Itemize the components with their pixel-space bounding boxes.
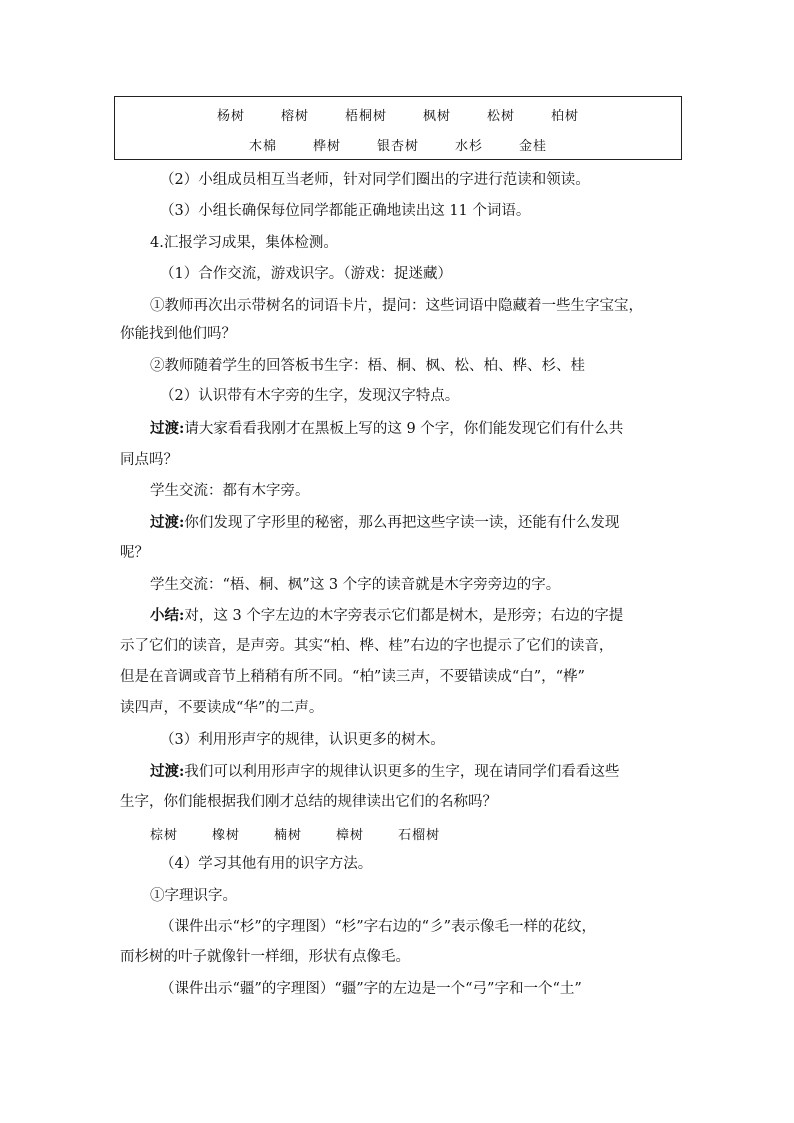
- paragraph: （3）小组长确保每位同学都能正确地读出这 11 个词语。: [160, 203, 531, 219]
- word-item: 榕树: [280, 109, 309, 124]
- paragraph: ②教师随着学生的回答板书生字：梧、桐、枫、松、柏、桦、杉、桂: [150, 358, 585, 374]
- summary-label: 小结:: [150, 607, 185, 624]
- paragraph: 4.汇报学习成果，集体检测。: [150, 235, 338, 251]
- paragraph: 示了它们的读音，是声旁。其实“柏、桦、桂”右边的字也提示了它们的读音，: [120, 638, 614, 654]
- paragraph-text: 请大家看看我刚才在黑板上写的这 9 个字，你们能发现它们有什么共: [184, 421, 624, 437]
- paragraph: [0, 762, 794, 782]
- word-row-2: [115, 135, 681, 154]
- word-item: 金桂: [519, 139, 548, 154]
- paragraph: 你能找到他们吗？: [120, 326, 236, 342]
- word-item: 水杉: [455, 139, 484, 154]
- transition-label: 过渡:: [150, 420, 185, 437]
- tree-word: 棕树: [150, 828, 179, 843]
- paragraph: 但是在音调或音节上稍稍有所不同。“柏”读三声，不要错读成“白”，“桦”: [120, 669, 585, 685]
- paragraph: 生字，你们能根据我们刚才总结的规律读出它们的名称吗？: [120, 794, 497, 810]
- paragraph: ①字理识字。: [150, 888, 237, 904]
- paragraph: 呢？: [120, 545, 149, 561]
- paragraph: （1）合作交流，游戏识字。（游戏：捉迷藏）: [160, 266, 452, 282]
- transition-label: 过渡:: [150, 514, 185, 531]
- paragraph: [0, 606, 794, 626]
- paragraph: （4）学习其他有用的识字方法。: [160, 856, 373, 872]
- paragraph: （课件出示“杉”的字理图）“杉”字右边的“彡”表示像毛一样的花纹，: [160, 919, 596, 935]
- word-item: 木棉: [248, 139, 277, 154]
- paragraph: 而杉树的叶子就像针一样细，形状有点像毛。: [120, 949, 410, 965]
- tree-word: 橡树: [212, 828, 241, 843]
- tree-word: 石榴树: [398, 828, 441, 843]
- paragraph: 同点吗？: [120, 452, 178, 468]
- word-item: 柏树: [551, 109, 580, 124]
- word-item: 桦树: [312, 139, 341, 154]
- tree-word-list: [150, 824, 440, 843]
- tree-word: 樟树: [336, 828, 365, 843]
- paragraph-text: 你们发现了字形里的秘密，那么再把这些字读一读，还能有什么发现: [184, 515, 620, 531]
- paragraph: [0, 419, 794, 439]
- tree-word: 楠树: [274, 828, 303, 843]
- word-card-box: [114, 96, 682, 160]
- paragraph: [0, 513, 794, 533]
- paragraph: （2）认识带有木字旁的生字，发现汉字特点。: [160, 388, 460, 404]
- word-row-1: [115, 105, 681, 124]
- paragraph-text: 对，这 3 个字左边的木字旁表示它们都是树木，是形旁；右边的字提: [184, 608, 624, 624]
- word-item: 银杏树: [376, 139, 419, 154]
- paragraph: （课件出示“疆”的字理图）“疆”字的左边是一个“弓”字和一个“土”: [160, 981, 582, 997]
- word-item: 杨树: [216, 109, 245, 124]
- paragraph: （3）利用形声字的规律，认识更多的树木。: [160, 732, 445, 748]
- paragraph: （2）小组成员相互当老师，针对同学们圈出的字进行范读和领读。: [160, 172, 590, 188]
- paragraph: 学生交流：“梧、桐、枫”这 3 个字的读音就是木字旁旁边的字。: [150, 577, 561, 593]
- paragraph: 读四声，不要读成“华”的二声。: [120, 700, 324, 716]
- paragraph-text: 我们可以利用形声字的规律认识更多的生字，现在请同学们看看这些: [184, 764, 620, 780]
- transition-label: 过渡:: [150, 763, 185, 780]
- word-item: 枫树: [423, 109, 452, 124]
- paragraph: ①教师再次出示带树名的词语卡片，提问：这些词语中隐藏着一些生字宝宝，: [150, 298, 643, 314]
- word-item: 梧桐树: [344, 109, 387, 124]
- word-item: 松树: [487, 109, 516, 124]
- paragraph: 学生交流：都有木字旁。: [150, 483, 310, 499]
